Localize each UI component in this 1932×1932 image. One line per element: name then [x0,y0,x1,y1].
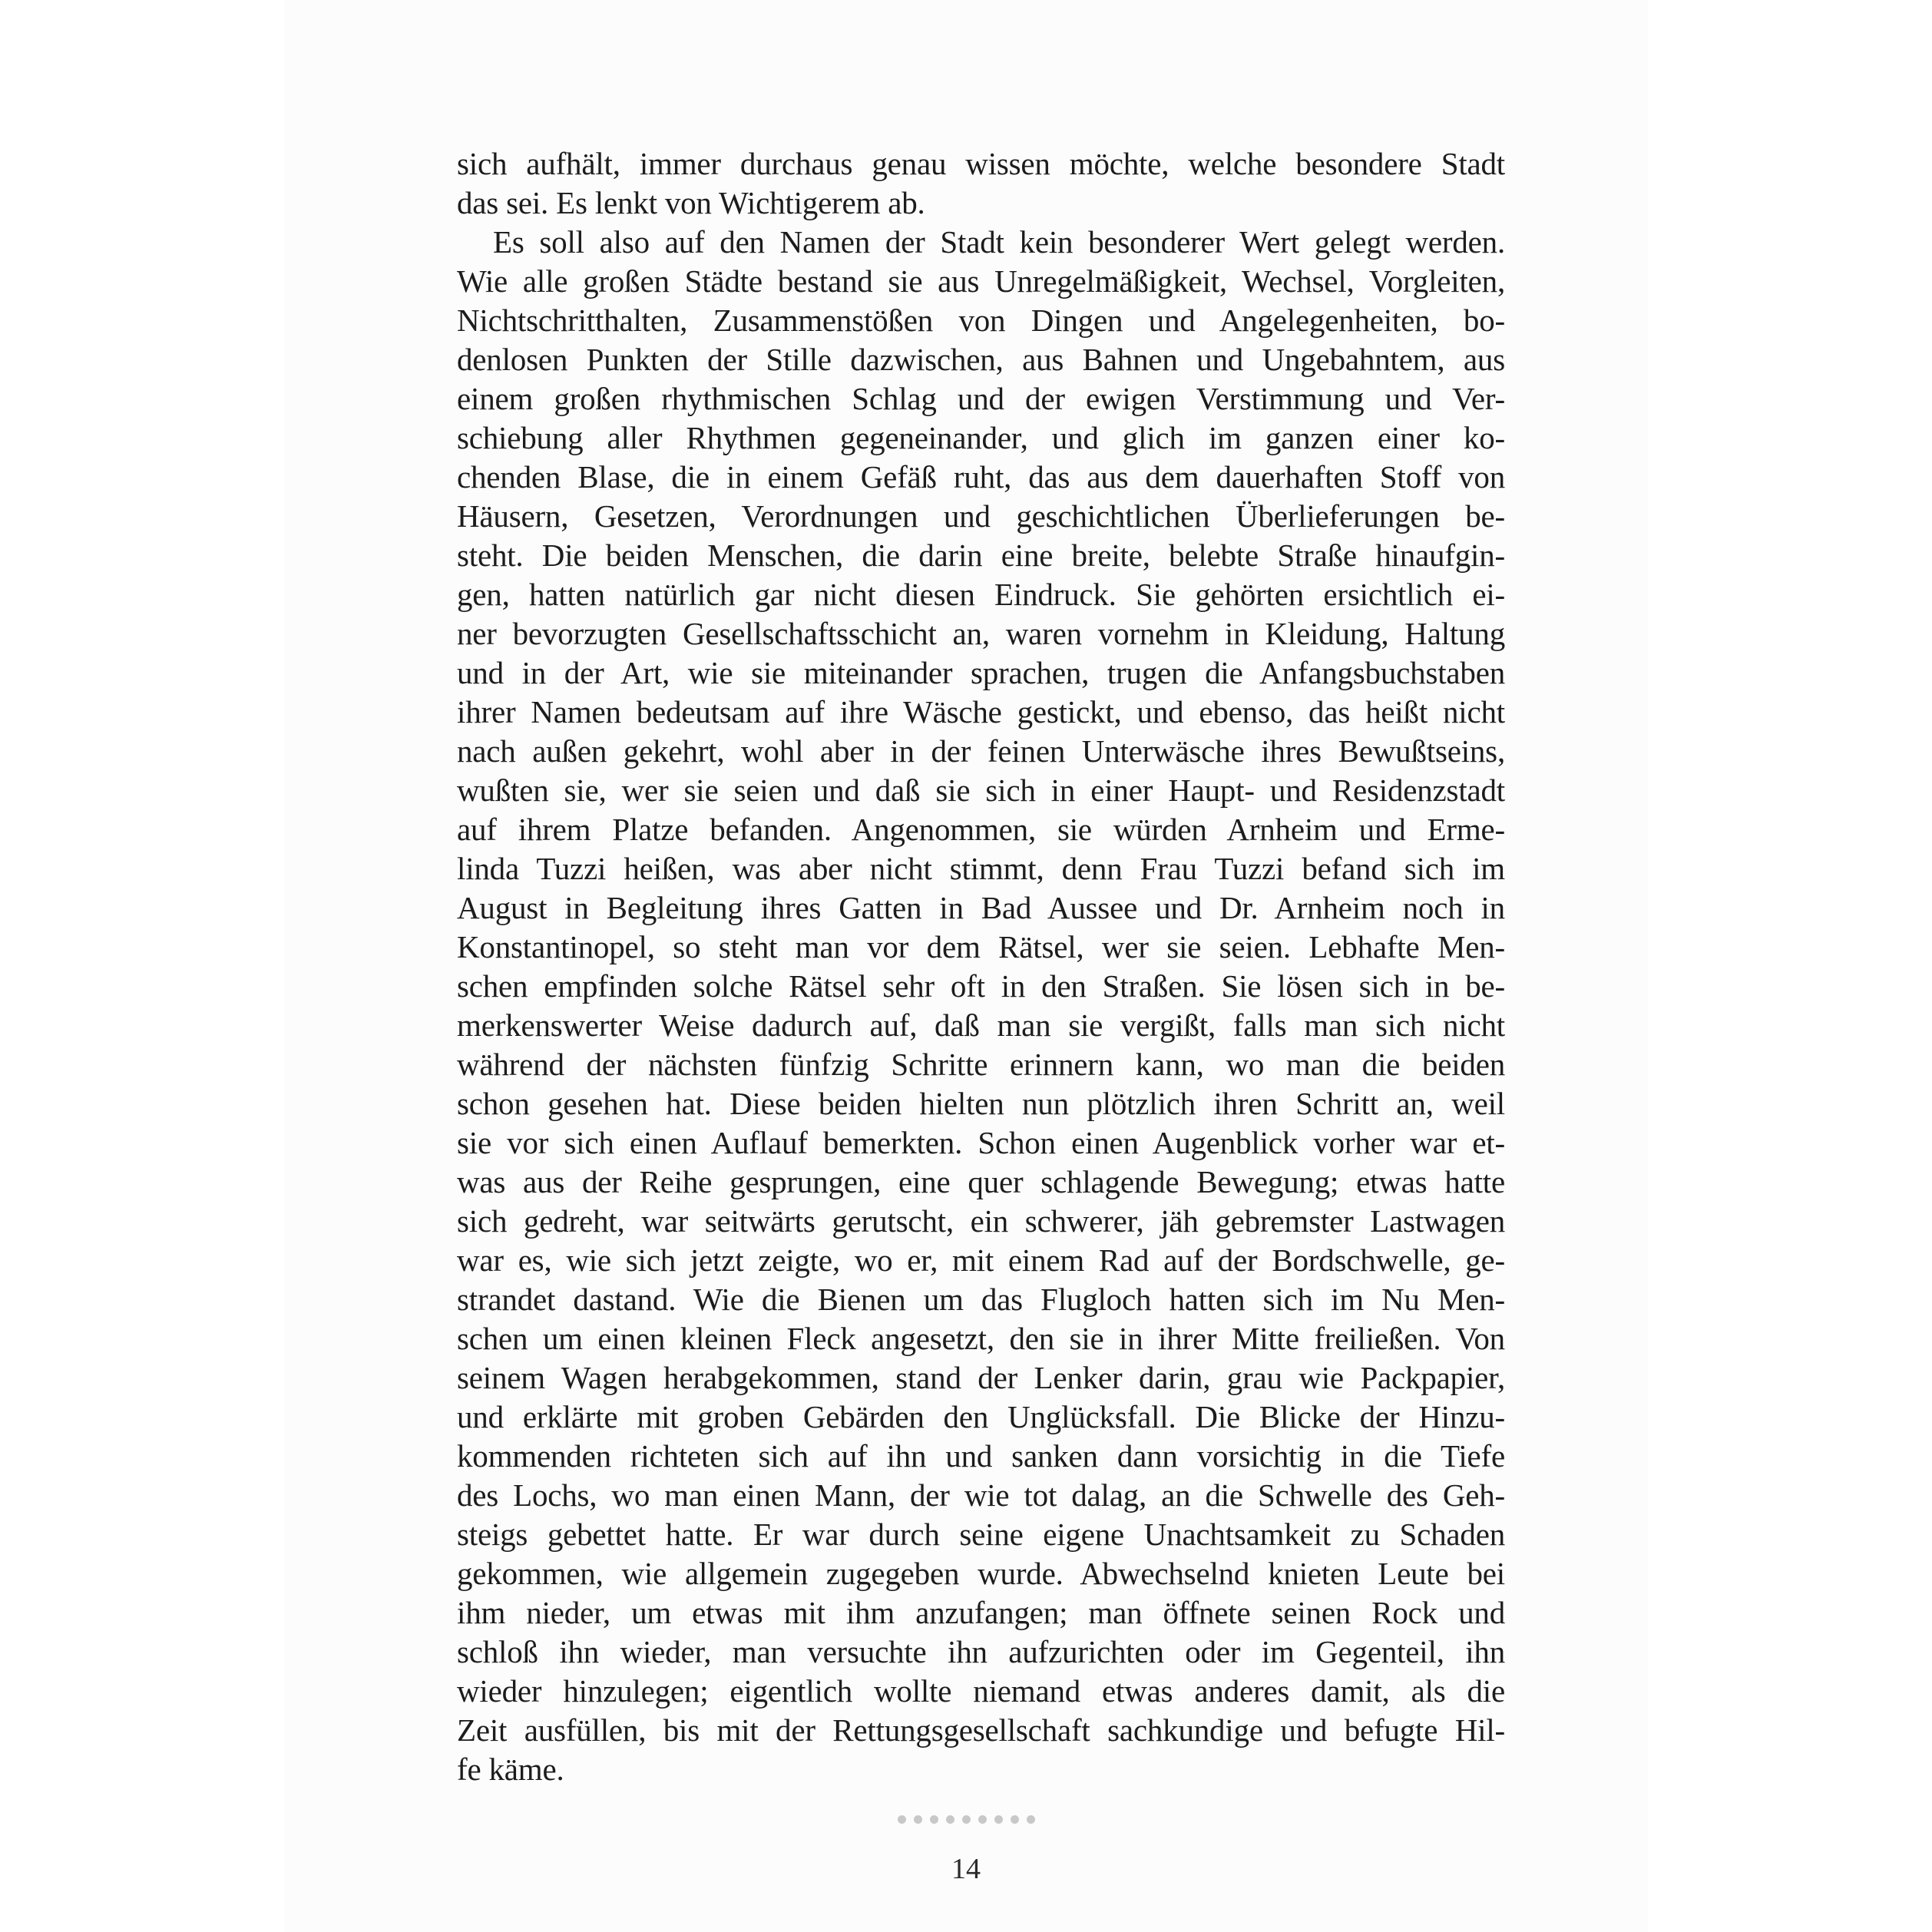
ornament-dot [930,1815,938,1824]
ornament-dots [284,1815,1648,1826]
text-line: Wie alle großen Städte bestand sie aus Unregelmäßigkeit, Wechsel, Vorgleiten, [457,263,1505,299]
text-line: und erklärte mit groben Gebärden den Unglücksfall. Die Blicke der Hinzu- [457,1399,1505,1434]
text-line: fe käme. [457,1752,564,1787]
ornament-dot [914,1815,922,1824]
text-line: sich gedreht, war seitwärts gerutscht, ein schwerer, jäh gebremster Lastwagen [457,1203,1505,1239]
ornament-dot [946,1815,954,1824]
text-line: Konstantinopel, so steht man vor dem Rätsel, wer sie seien. Lebhafte Men- [457,929,1505,964]
text-line: merkenswerter Weise dadurch auf, daß man sie vergißt, falls man sich nicht [457,1007,1505,1043]
text-line: gekommen, wie allgemein zugegeben wurde. Abwechselnd knieten Leute bei [457,1556,1505,1591]
text-line: strandet dastand. Wie die Bienen um das Flugloch hatten sich im Nu Men- [457,1282,1505,1317]
text-line: war es, wie sich jetzt zeigte, wo er, mit einem Rad auf der Bordschwelle, ge- [457,1242,1505,1278]
ornament-dot [978,1815,987,1824]
text-line: Zeit ausfüllen, bis mit der Rettungsgesellschaft sachkundige und befugte Hil- [457,1712,1505,1748]
text-line: einem großen rhythmischen Schlag und der ewigen Verstimmung und Ver- [457,381,1505,416]
paragraph [457,223,1505,1789]
book-page [284,0,1648,1932]
body-text [457,144,1505,1789]
text-line: ihrer Namen bedeutsam auf ihre Wäsche gestickt, und ebenso, das heißt nicht [457,694,1505,729]
text-line: schon gesehen hat. Diese beiden hielten nun plötzlich ihren Schritt an, weil [457,1086,1505,1121]
text-line: gen, hatten natürlich gar nicht diesen Eindruck. Sie gehörten ersichtlich ei- [457,577,1505,612]
page-number: 14 [951,1853,981,1885]
text-line: schiebung aller Rhythmen gegeneinander, und glich im ganzen einer ko- [457,420,1505,455]
text-line: was aus der Reihe gesprungen, eine quer schlagende Bewegung; etwas hatte [457,1164,1505,1199]
text-line: sich aufhält, immer durchaus genau wissen möchte, welche besondere Stadt [457,146,1505,181]
ornament-dot [1011,1815,1019,1824]
text-line: wieder hinzulegen; eigentlich wollte niemand etwas anderes damit, als die [457,1673,1505,1709]
text-line: steigs gebettet hatte. Er war durch seine eigene Unachtsamkeit zu Schaden [457,1517,1505,1552]
text-line: Häusern, Gesetzen, Verordnungen und geschichtlichen Überlieferungen be- [457,498,1505,534]
text-line: schen empfinden solche Rätsel sehr oft in den Straßen. Sie lösen sich in be- [457,968,1505,1004]
text-line: schloß ihn wieder, man versuchte ihn aufzurichten oder im Gegenteil, ihn [457,1634,1505,1669]
text-line: ner bevorzugten Gesellschaftsschicht an, waren vornehm in Kleidung, Haltung [457,616,1505,651]
text-line: steht. Die beiden Menschen, die darin eine breite, belebte Straße hinaufgin- [457,538,1505,573]
text-line: ihm nieder, um etwas mit ihm anzufangen; man öffnete seinen Rock und [457,1595,1505,1630]
text-line: während der nächsten fünfzig Schritte erinnern kann, wo man die beiden [457,1047,1505,1082]
ornament-dot [994,1815,1003,1824]
text-line: seinem Wagen herabgekommen, stand der Lenker darin, grau wie Packpapier, [457,1360,1505,1395]
ornament-dot [898,1815,906,1824]
ornament-dot [962,1815,971,1824]
text-line: des Lochs, wo man einen Mann, der wie tot dalag, an die Schwelle des Geh- [457,1477,1505,1513]
text-line: wußten sie, wer sie seien und daß sie sich in einer Haupt- und Residenzstadt [457,772,1505,808]
text-line: sie vor sich einen Auflauf bemerkten. Schon einen Augenblick vorher war et- [457,1125,1505,1160]
text-line: Nichtschritthalten, Zusammenstößen von Dingen und Angelegenheiten, bo- [457,303,1505,338]
text-line: Es soll also auf den Namen der Stadt kein besonderer Wert gelegt werden. [493,224,1505,260]
text-line: und in der Art, wie sie miteinander sprachen, trugen die Anfangsbuchstaben [457,655,1505,690]
text-line: chenden Blase, die in einem Gefäß ruht, das aus dem dauerhaften Stoff von [457,459,1505,495]
text-line: das sei. Es lenkt von Wichtigerem ab. [457,185,925,220]
ornament-dot [1027,1815,1035,1824]
text-line: auf ihrem Platze befanden. Angenommen, sie würden Arnheim und Erme- [457,812,1505,847]
text-line: kommenden richteten sich auf ihn und sanken dann vorsichtig in die Tiefe [457,1438,1505,1474]
text-line: nach außen gekehrt, wohl aber in der feinen Unterwäsche ihres Bewußtseins, [457,733,1505,769]
text-line: August in Begleitung ihres Gatten in Bad Aussee und Dr. Arnheim noch in [457,890,1505,925]
text-line: denlosen Punkten der Stille dazwischen, aus Bahnen und Ungebahntem, aus [457,342,1505,377]
text-line: schen um einen kleinen Fleck angesetzt, den sie in ihrer Mitte freiließen. Von [457,1321,1505,1356]
text-line: linda Tuzzi heißen, was aber nicht stimmt, denn Frau Tuzzi befand sich im [457,851,1505,886]
paragraph [457,144,1505,223]
